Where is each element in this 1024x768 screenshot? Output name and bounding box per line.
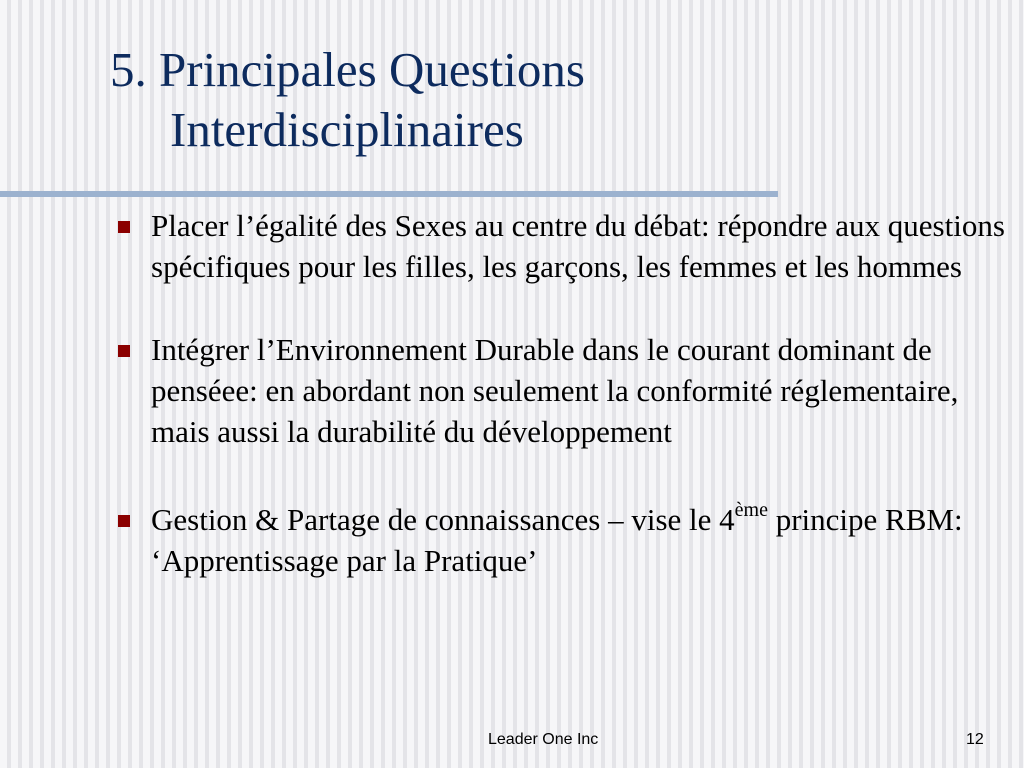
square-bullet-icon [118, 221, 130, 233]
square-bullet-icon [118, 515, 130, 527]
bullet-list [110, 205, 1010, 581]
slide-title [110, 40, 585, 160]
bullet-item-sustainable-environment [110, 329, 1010, 452]
footer-company: Leader One Inc [488, 731, 599, 748]
bullet-item-gender-equality [110, 205, 1010, 287]
footer-page-number: 12 [966, 731, 984, 748]
square-bullet-icon [118, 345, 130, 357]
slide-title-line-1: 5. Principales Questions [110, 42, 585, 97]
bullet-item-knowledge-management [110, 499, 1010, 581]
bullet-text: Placer l’égalité des Sexes au centre du débat: répondre aux questions spécifiques pour les filles, les garçons, les femmes et les hommes [151, 208, 1005, 284]
title-divider [0, 191, 778, 197]
bullet-text-before: Gestion & Partage de connaissances – vise le 4 [151, 502, 735, 537]
slide-title-line-2: Interdisciplinaires [170, 102, 524, 157]
bullet-text: Intégrer l’Environnement Durable dans le courant dominant de penséee: en abordant non seulement la conformité réglementaire, mais aussi la durabilité du développement [151, 332, 959, 449]
bullet-superscript: ème [734, 499, 768, 521]
bullet-text-after: principe RBM: ‘Apprentissage par la Pratique’ [151, 502, 963, 578]
